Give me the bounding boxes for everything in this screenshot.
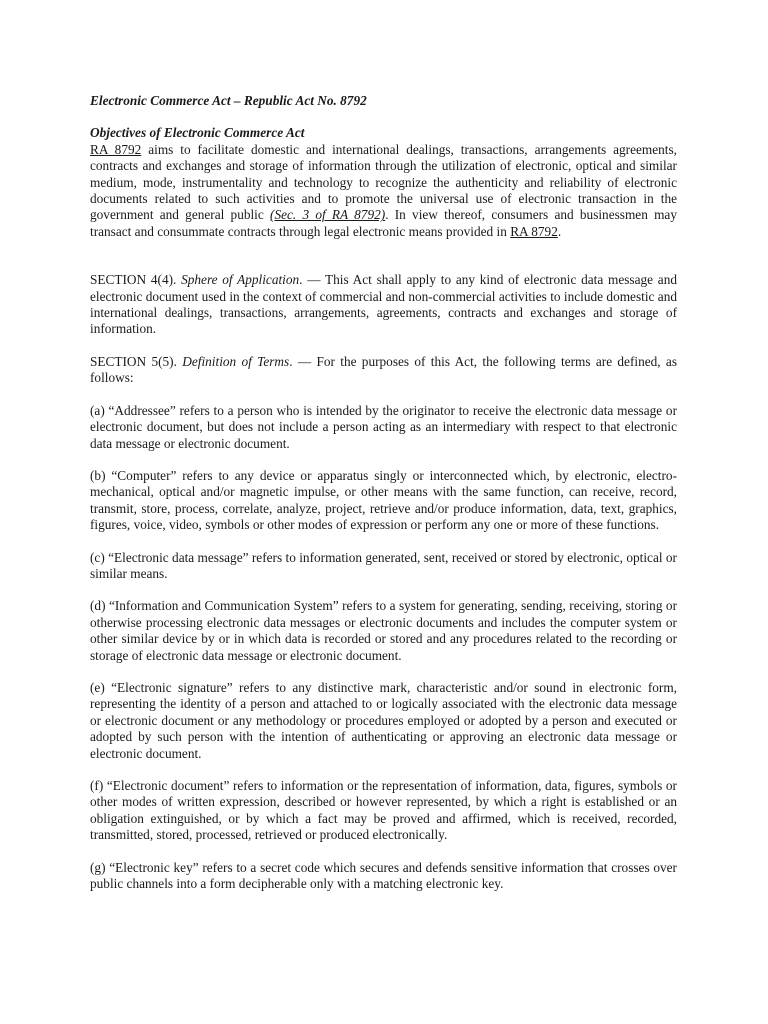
- objectives-heading: Objectives of Electronic Commerce Act: [90, 125, 305, 141]
- section-4-text: . — This Act shall apply to any kind of electronic data message and electronic document used in the context of commercial and non-commercial activities to include domestic and international dealings, transactions, arrangements, agreements, contracts and exchanges and storage of information.: [90, 272, 677, 337]
- section-4-label: SECTION 4(4).: [90, 272, 182, 288]
- objectives-section: [90, 125, 677, 240]
- section-5-label: SECTION 5(5).: [90, 353, 183, 369]
- definition-d: (d) “Information and Communication System” refers to a system for generating, sending, receiving, storing or otherwise processing electronic data messages or electronic documents and includes the computer system or other similar device by or in which data is recorded or stored and any procedures related to the recording or storage of electronic data message or electronic document.: [90, 598, 677, 663]
- definition-e: (e) “Electronic signature” refers to any distinctive mark, characteristic and/or sound in electronic form, representing the identity of a person and attached to or logically associated with the electronic data message or electronic document or any methodology or procedures employed or adopted by a person and executed or adopted by such person with the intention of authenticating or approving an electronic data message or electronic document.: [90, 679, 677, 761]
- ra-8792-link-2[interactable]: RA 8792: [510, 223, 558, 239]
- section-5-paragraph: [90, 354, 677, 387]
- objectives-paragraph: [90, 142, 677, 240]
- objectives-text-2: . In view thereof, consumers and businessmen may transact and consummate contracts through legal electronic means provided in: [90, 207, 677, 239]
- objectives-text-3: .: [557, 223, 562, 239]
- definition-f: (f) “Electronic document” refers to information or the representation of information, data, figures, symbols or other modes of written expression, described or however represented, by which a right is established or an obligation extinguished, or by which a fact may be proved and affirmed, which is received, recorded, transmitted, stored, processed, retrieved or produced electronically.: [90, 778, 677, 843]
- section-4-title: Sphere of Application: [181, 272, 300, 288]
- document-title: Electronic Commerce Act – Republic Act No. 8792: [90, 93, 367, 108]
- ra-8792-link[interactable]: RA 8792: [90, 141, 142, 157]
- definition-b: (b) “Computer” refers to any device or apparatus singly or interconnected which, by electronic, electro-mechanical, optical and/or magnetic impulse, or other means with the same function, can receive, record, transmit, store, process, correlate, analyze, project, retrieve and/or produce information, data, text, graphics, figures, voice, video, symbols or other modes of expression or perform any one or more of these functions.: [90, 467, 677, 533]
- citation-link[interactable]: (Sec. 3 of RA 8792): [270, 207, 386, 223]
- section-5-text: . — For the purposes of this Act, the following terms are defined, as follows:: [90, 353, 677, 386]
- section-4-paragraph: [90, 272, 677, 338]
- objectives-text-1: aims to facilitate domestic and international dealings, transactions, arrangements agreements, contracts and exchanges and storage of information through the utilization of electronic, optical and similar medium, mode, instrumentality and technology to recognize the authenticity and reliability of electronic documents related to such activities and to promote the universal use of electronic transaction in the government and general public: [90, 141, 677, 223]
- section-5-title: Definition of Terms: [182, 353, 290, 369]
- definition-g: (g) “Electronic key” refers to a secret code which secures and defends sensitive information that crosses over public channels into a form decipherable only with a matching electronic key.: [90, 859, 677, 892]
- definition-a: (a) “Addressee” refers to a person who is intended by the originator to receive the electronic data message or electronic document, but does not include a person acting as an intermediary with respect to that electronic data message or electronic document.: [90, 402, 677, 451]
- definition-c: (c) “Electronic data message” refers to information generated, sent, received or stored by electronic, optical or similar means.: [90, 549, 677, 581]
